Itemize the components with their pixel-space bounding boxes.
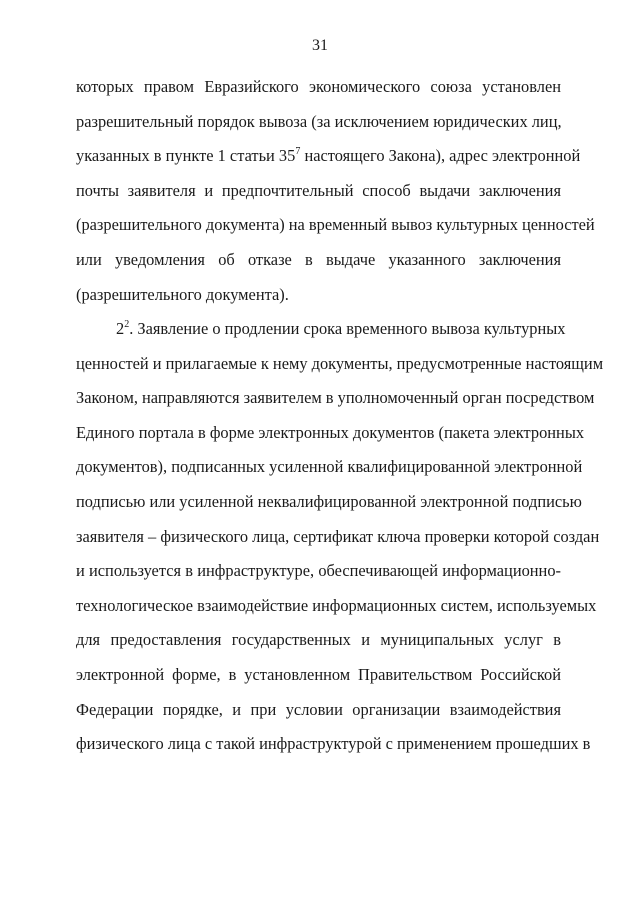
paragraph-2-line-2: ценностей и прилагаемые к нему документы, предусмотренные настоящим	[76, 353, 604, 373]
paragraph-1-line-2: разрешительный порядок вывоза (за исключением юридических лиц,	[76, 111, 562, 131]
paragraph-1-line-5: (разрешительного документа) на временный вывоз культурных ценностей	[76, 215, 595, 235]
paragraph-1-line-7: (разрешительного документа).	[76, 284, 289, 304]
paragraph-1-line-4: почты заявителя и предпочтительный способ выдачи заключения	[76, 180, 561, 200]
paragraph-1-line-3	[76, 139, 581, 174]
paragraph-2-line-7: заявителя – физического лица, сертификат ключа проверки которой создан	[76, 526, 600, 546]
paragraph-2	[76, 312, 604, 762]
paragraph-2-line-5: документов), подписанных усиленной квалифицированной электронной	[76, 457, 583, 477]
item-number-superscript: 2	[124, 319, 130, 330]
paragraph-2-line-8: и используется в инфраструктуре, обеспечивающей информационно-	[76, 561, 561, 581]
paragraph-2-line-12: Федерации порядке, и при условии организации взаимодействия	[76, 699, 561, 719]
paragraph-2-line-11: электронной форме, в установленном Правительством Российской	[76, 664, 561, 684]
item-number: 2	[116, 319, 125, 338]
paragraph-2-line-3: Законом, направляются заявителем в уполномоченный орган посредством	[76, 388, 595, 408]
paragraph-1	[76, 70, 595, 312]
paragraph-2-line-1	[76, 312, 566, 347]
article-reference: указанных в пункте 1 статьи 35	[76, 146, 296, 166]
paragraph-2-line-13: физического лица с такой инфраструктурой с применением прошедших в	[76, 734, 591, 754]
paragraph-2-line-10: для предоставления государственных и муниципальных услуг в	[76, 630, 561, 650]
page-number: 31	[312, 37, 328, 54]
paragraph-2-line-1-text: . Заявление о продлении срока временного вывоза культурных	[129, 319, 566, 338]
paragraph-2-line-4: Единого портала в форме электронных документов (пакета электронных	[76, 422, 585, 442]
article-superscript: 7	[295, 146, 301, 158]
paragraph-1-line-6: или уведомления об отказе в выдаче указанного заключения	[76, 249, 561, 269]
paragraph-2-line-6: подписью или усиленной неквалифицированной электронной подписью	[76, 491, 582, 511]
line-3-rest: настоящего Закона), адрес электронной	[304, 146, 581, 166]
paragraph-2-line-9: технологическое взаимодействие информационных систем, используемых	[76, 595, 597, 615]
paragraph-1-line-1: которых правом Евразийского экономического союза установлен	[76, 77, 561, 96]
